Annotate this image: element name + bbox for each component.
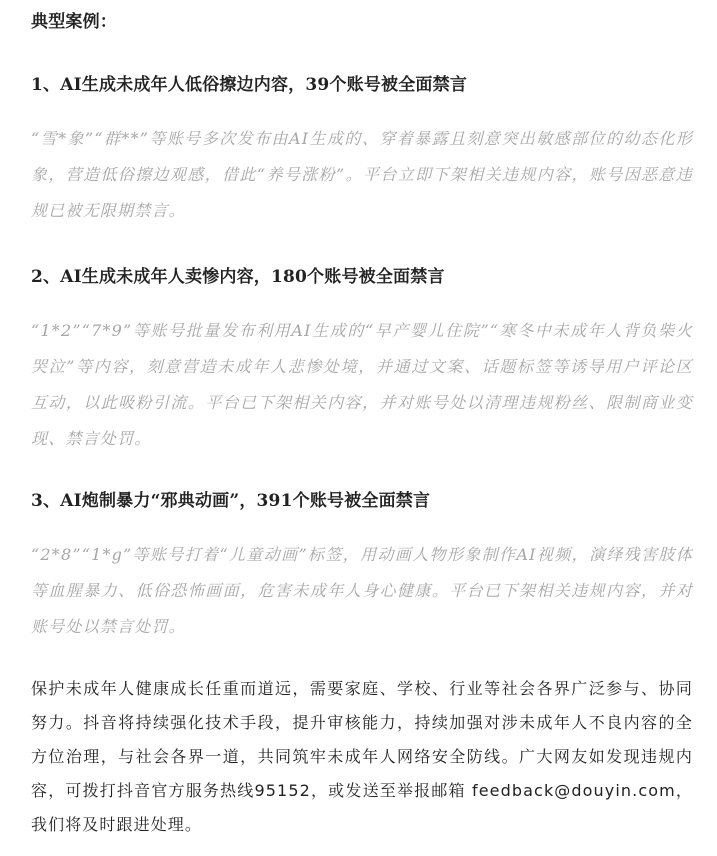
closing-paragraph: 保护未成年人健康成长任重而道远，需要家庭、学校、行业等社会各界广泛参与、协同努力。抖音将持续强化技术手段，提升审核能力，持续加强对涉未成年人不良内容的全方位治理，与社会各界一道，共同筑牢未成年人网络安全防线。广大网友如发现违规内容，可拨打抖音官方服务热线95152，或发送至举报邮箱 feedback@douyin.com，我们将及时跟进处理。 bbox=[31, 679, 693, 834]
case-3-description: “2*8”“1*g”等账号打着“儿童动画”标签，用动画人物形象制作AI视频，演绎残害肢体等血腥暴力、低俗恐怖画面，危害未成年人身心健康。平台已下架相关违规内容，并对账号处以禁言处罚。 bbox=[31, 545, 693, 636]
case-2-description: “1*2”“7*9”等账号批量发布利用AI生成的“早产婴儿住院”“寒冬中未成年人背负柴火哭泣”等内容，刻意营造未成年人悲惨处境，并通过文案、话题标签等诱导用户评论区互动，以此吸粉引流。平台已下架相关内容，并对账号处以清理违规粉丝、限制商业变现、禁言处罚。 bbox=[31, 321, 693, 448]
section-title: 典型案例： bbox=[31, 12, 117, 32]
case-2-heading: 2、AI生成未成年人卖惨内容，180个账号被全面禁言 bbox=[31, 267, 445, 287]
case-1-heading: 1、AI生成未成年人低俗擦边内容，39个账号被全面禁言 bbox=[31, 75, 468, 95]
case-3-heading: 3、AI炮制暴力“邪典动画”，391个账号被全面禁言 bbox=[31, 491, 431, 511]
case-1-description: “雪*象”“群**”等账号多次发布由AI生成的、穿着暴露且刻意突出敏感部位的幼态化形象，营造低俗擦边观感，借此“养号涨粉”。平台立即下架相关违规内容，账号因恶意违规已被无限期禁言。 bbox=[31, 129, 693, 220]
